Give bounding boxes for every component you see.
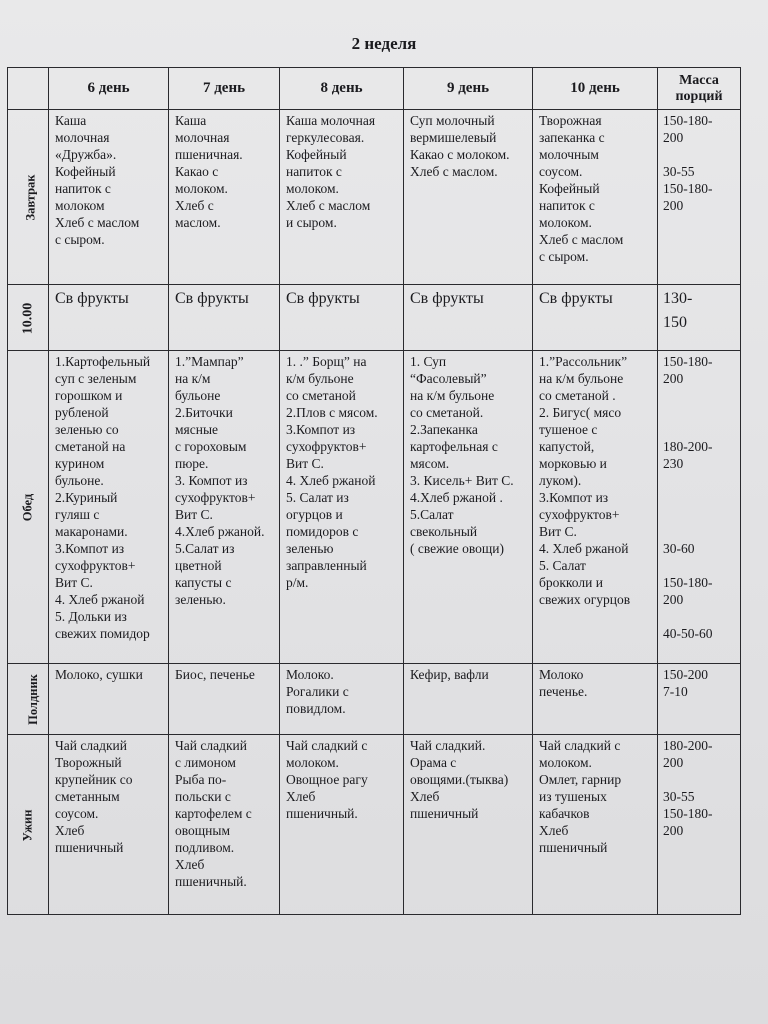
meal-label-dinner [8,735,49,915]
meal-label-text: Обед [20,493,35,522]
menu-cell: Биос, печенье [169,664,280,735]
mass-cell: 150-180- 200 30-55 150-180- 200 [658,110,741,285]
menu-cell: Суп молочный вермишелевый Какао с молоком. Хлеб с маслом. [404,110,533,285]
day-header-10: 10 день [533,68,658,110]
menu-cell: Св фрукты [404,285,533,351]
meal-label-text: Ужин [20,809,35,841]
menu-cell: 1. .” Борщ” на к/м бульоне со сметаной 2.Плов с мясом. 3.Компот из сухофруктов+ Вит С. 4. Хлеб ржаной 5. Салат из огурцов и помидоров с зеленью заправленный р/м. [280,351,404,664]
mass-header: Масса порций [658,68,741,110]
mass-cell: 130- 150 [658,285,741,351]
menu-table [7,67,741,915]
meal-label-1000 [8,285,49,351]
meal-label-text: Завтрак [23,174,38,221]
menu-cell: Св фрукты [533,285,658,351]
menu-cell: Молоко печенье. [533,664,658,735]
menu-cell: 1.”Рассольник” на к/м бульоне со сметаной . 2. Бигус( мясо тушеное с капустой, морковью и луком). 3.Компот из сухофруктов+ Вит С. 4. Хлеб ржаной 5. Салат брокколи и свежих огурцов [533,351,658,664]
meal-label-breakfast [8,110,49,285]
lunch-row [8,351,741,664]
meal-label-lunch [8,351,49,664]
breakfast-row [8,110,741,285]
menu-cell: Творожная запеканка с молочным соусом. Кофейный напиток с молоком. Хлеб с маслом с сыром. [533,110,658,285]
menu-cell: Каша молочная «Дружба». Кофейный напиток с молоком Хлеб с маслом с сыром. [49,110,169,285]
menu-cell: Чай сладкий с лимоном Рыба по- польски с картофелем с овощным подливом. Хлеб пшеничный. [169,735,280,915]
menu-cell: Чай сладкий. Орама с овощями.(тыква) Хлеб пшеничный [404,735,533,915]
menu-cell: 1. Суп “Фасолевый” на к/м бульоне со сметаной. 2.Запеканка картофельная с мясом. 3. Кисель+ Вит С. 4.Хлеб ржаной . 5.Салат свекольный ( свежие овощи) [404,351,533,664]
menu-cell: Чай сладкий с молоком. Омлет, гарнир из тушеных кабачков Хлеб пшеничный [533,735,658,915]
header-row [8,68,741,110]
corner-cell [8,68,49,110]
mass-cell: 180-200- 200 30-55 150-180- 200 [658,735,741,915]
menu-cell: 1.Картофельный суп с зеленым горошком и рубленой зеленью со сметаной на курином бульоне. 2.Куриный гуляш с макаронами. 3.Компот из сухофруктов+ Вит С. 4. Хлеб ржаной 5. Дольки из свежих помидор [49,351,169,664]
meal-label-text: 10.00 [20,302,36,334]
page-title: 2 неделя [351,34,417,53]
day-header-7: 7 день [169,68,280,110]
menu-cell: Молоко. Рогалики с повидлом. [280,664,404,735]
menu-cell: Св фрукты [169,285,280,351]
mass-cell: 150-180- 200 180-200- 230 30-60 150-180- 200 40-50-60 [658,351,741,664]
dinner-row [8,735,741,915]
day-header-9: 9 день [404,68,533,110]
menu-cell: Св фрукты [49,285,169,351]
menu-cell: Чай сладкий с молоком. Овощное рагу Хлеб пшеничный. [280,735,404,915]
menu-cell: Каша молочная геркулесовая. Кофейный напиток с молоком. Хлеб с маслом и сыром. [280,110,404,285]
menu-cell: Чай сладкий Творожный крупейник со сметанным соусом. Хлеб пшеничный [49,735,169,915]
meal-label-text: Полдник [25,674,40,725]
day-header-6: 6 день [49,68,169,110]
menu-cell: Св фрукты [280,285,404,351]
day-header-8: 8 день [280,68,404,110]
menu-cell: Молоко, сушки [49,664,169,735]
menu-cell: Каша молочная пшеничная. Какао с молоком. Хлеб с маслом. [169,110,280,285]
meal-label-afternoon-snack [8,664,49,735]
afternoon-snack-row [8,664,741,735]
menu-cell: 1.”Мампар” на к/м бульоне 2.Биточки мясные с гороховым пюре. 3. Компот из сухофруктов+ Вит С. 4.Хлеб ржаной. 5.Салат из цветной капусты с зеленью. [169,351,280,664]
snack-1000-row [8,285,741,351]
mass-cell: 150-200 7-10 [658,664,741,735]
menu-cell: Кефир, вафли [404,664,533,735]
